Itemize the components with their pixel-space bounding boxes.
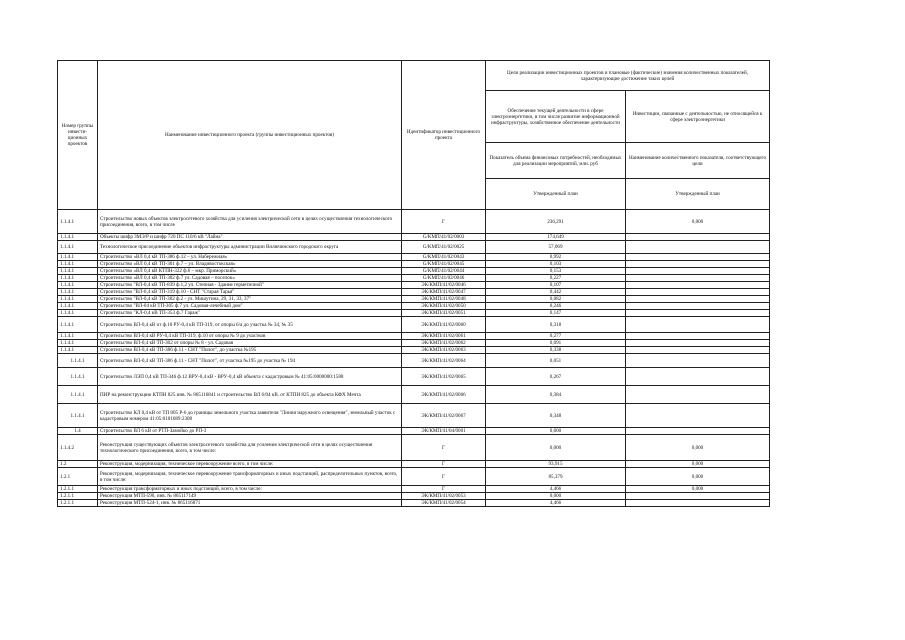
row-value-plan-2: 0,000	[626, 461, 770, 468]
row-project-id: ЭК/КМП/41/02/0065	[402, 368, 486, 386]
row-value-plan-2	[626, 310, 770, 317]
row-project-id: ЭК/КМП/41/02/0066	[402, 386, 486, 404]
row-project-name: Строительство "ВЛ-04 кВ ТП-305 ф.7 ул. Садовая-лечебный дом"	[98, 303, 402, 310]
row-project-id: G/KMП/41/02/0044	[402, 268, 486, 275]
row-value-plan-1: 85,379	[486, 468, 626, 486]
table-body	[58, 210, 770, 507]
row-project-name: Строительство "ВЛ-0,4 кВ ТП-839 ф.1,2 ул. Степная - Здание герметичной"	[98, 282, 402, 289]
row-project-id: Г	[402, 210, 486, 234]
row-project-name: Реконструкция существующих объектов электросетевого хозяйства для усиления электрической сети в целях осуществления технологического присоединения, всего, в том числе:	[98, 435, 402, 461]
header-project-id: Идентификатор инвестиционного проекта	[402, 61, 486, 210]
row-number: 1.1.4.1	[58, 268, 98, 275]
row-value-plan-1: 0,153	[486, 268, 626, 275]
row-project-id: ЭК/КМП/41/02/0051	[402, 310, 486, 317]
table-row	[58, 310, 770, 317]
row-value-plan-2: 0,000	[626, 468, 770, 486]
row-value-plan-2	[626, 275, 770, 282]
header-indicator-quantity: Наименование количественного показателя, соответствующего цели	[626, 143, 770, 179]
row-value-plan-2	[626, 386, 770, 404]
row-project-id: ЭК/КМП/41/02/0054	[402, 500, 486, 507]
table-row	[58, 268, 770, 275]
row-project-name: Объекты шифр 3МЭ/Р и шифр 720 ПС 110/6 кВ "Лайна"	[98, 234, 402, 241]
row-project-id: Г	[402, 435, 486, 461]
row-number: 1.1.4.1	[58, 241, 98, 254]
row-number: 1.1.4.1	[58, 254, 98, 261]
row-project-name: Строительство "ВЛ-0,4 кВ ТП-302 ф.2 - ул. Мишутина, 29, 31, 33, 37"	[98, 296, 402, 303]
row-number: 1.1.4.1	[58, 354, 98, 368]
row-project-id: Г	[402, 461, 486, 468]
row-project-id: ЭК/КМП/41/02/0048	[402, 296, 486, 303]
row-value-plan-1: 0,267	[486, 368, 626, 386]
row-value-plan-1: 0,318	[486, 317, 626, 333]
table-row	[58, 461, 770, 468]
row-number: 1.2.1	[58, 468, 98, 486]
row-project-name: ПИР на реконструкцию КТПН 825 инв. № 865116841 и строительство ВЛ 6/04 кВ. от КТПН 825 до объекта КФХ Мечта	[98, 386, 402, 404]
row-number: 1.1.4.1	[58, 234, 98, 241]
header-approved-plan-1: Утвержденный план	[486, 179, 626, 210]
table-row	[58, 428, 770, 435]
table-row	[58, 282, 770, 289]
row-value-plan-2	[626, 241, 770, 254]
row-project-name: Строительство «ВЛ 0,4 кВ ТП-302 ф.7 ул. Садовая – поселок»	[98, 275, 402, 282]
row-value-plan-2	[626, 317, 770, 333]
row-value-plan-2	[626, 268, 770, 275]
row-project-name: Строительство ВЛ-0,4 кВ РУ-0,4 кВ ТП-319, ф.10 от опоры № 9 до участков	[98, 333, 402, 340]
row-number: 1.1.4.1	[58, 282, 98, 289]
row-value-plan-2	[626, 500, 770, 507]
row-project-name: Строительство ВЛ-0,4 кВ ТП-386 ф.11 - СНТ "Пилот", от участка №195 до участка № 194	[98, 354, 402, 368]
row-number: 1.2.1.1	[58, 493, 98, 500]
row-project-id: ЭК/КМП/41/02/0053	[402, 493, 486, 500]
row-project-id: ЭК/КМП/41/04/0001	[402, 428, 486, 435]
row-value-plan-1: 0,091	[486, 340, 626, 347]
header-group-number: Номер группы инвести-ционных проектов	[58, 61, 98, 210]
row-project-name: Строительство ВЛ-0,4 кВ ТП-386 ф.11 - СНТ "Пилот", до участка №195	[98, 347, 402, 354]
row-value-plan-2	[626, 493, 770, 500]
row-project-id: ЭК/КМП/41/02/0060	[402, 317, 486, 333]
row-value-plan-2	[626, 404, 770, 428]
row-number: 1.1.4.1	[58, 347, 98, 354]
header-goals: Цели реализации инвестиционных проектов и плановые (фактические) значения количественных показателей, характеризующие достижение таких целей	[486, 61, 770, 91]
row-value-plan-1: 0,000	[486, 435, 626, 461]
row-project-name: Строительство ВЛ 6 кВ от РТП-Замойко до РП-3	[98, 428, 402, 435]
row-number: 1.2.1.1	[58, 486, 98, 493]
table-row	[58, 261, 770, 268]
row-value-plan-2	[626, 368, 770, 386]
table-row	[58, 404, 770, 428]
row-project-id: ЭК/КМП/41/02/0062	[402, 340, 486, 347]
row-project-id: Г	[402, 468, 486, 486]
row-project-name: Строительство "КЛ-0,4 кВ ТП-353 ф.7 Гараж"	[98, 310, 402, 317]
row-project-name: Реконструкция, модернизация, техническое перевооружение всего, в том числе:	[98, 461, 402, 468]
row-value-plan-1: 174,649	[486, 234, 626, 241]
row-value-plan-1: 0,277	[486, 333, 626, 340]
row-project-name: Строительство ВЛ-0,4 кВ от ф.10 РУ-0,4 кВ ТП-319, от опоры 6/а до участка № 34, № 35	[98, 317, 402, 333]
table-row	[58, 435, 770, 461]
row-project-name: Строительство «ВЛ 0,4 кВ ТП-301 ф.7 – ул. Владивостокская»	[98, 261, 402, 268]
row-number: 1.1.4.1	[58, 275, 98, 282]
row-project-id: G/KMП/41/02/0046	[402, 275, 486, 282]
row-project-name: Строительство ЛЭП 0,4 кВ ТП-346 ф.12 ВРУ-0,4 кВ - ВРУ-0,4 кВ объекта с кадастровым № 41:05:0000000:1588	[98, 368, 402, 386]
row-project-id: ЭК/КМП/41/02/0067	[402, 404, 486, 428]
row-value-plan-1: 0,000	[486, 428, 626, 435]
row-value-plan-1: 4,466	[486, 486, 626, 493]
row-value-plan-2	[626, 333, 770, 340]
row-number: 1.1.4.1	[58, 261, 98, 268]
table-row	[58, 296, 770, 303]
row-value-plan-1: 0,338	[486, 347, 626, 354]
row-project-id: ЭК/КМП/41/02/0063	[402, 347, 486, 354]
row-value-plan-2: 0,000	[626, 486, 770, 493]
row-project-id: G/KMП/41/02/0043	[402, 254, 486, 261]
row-value-plan-2	[626, 296, 770, 303]
row-number: 1.1.4.1	[58, 404, 98, 428]
header-approved-plan-2: Утвержденный план	[626, 179, 770, 210]
row-number: 1.1.4.1	[58, 333, 98, 340]
row-value-plan-1: 236,291	[486, 210, 626, 234]
table-row	[58, 354, 770, 368]
row-number: 1.1.4.1	[58, 289, 98, 296]
table-row	[58, 386, 770, 404]
row-project-name: Строительство ВЛ-0,4 кВ ТП-302 от опоры № 8 - ул. Садовая	[98, 340, 402, 347]
row-value-plan-1: 0,246	[486, 303, 626, 310]
row-number: 1.1.4.1	[58, 386, 98, 404]
row-value-plan-2	[626, 282, 770, 289]
table-row	[58, 340, 770, 347]
row-value-plan-1: 0,082	[486, 296, 626, 303]
table-row	[58, 368, 770, 386]
row-value-plan-1: 0,051	[486, 354, 626, 368]
row-value-plan-1: 0,442	[486, 289, 626, 296]
table-row	[58, 333, 770, 340]
row-value-plan-2	[626, 303, 770, 310]
row-value-plan-1: 0,107	[486, 282, 626, 289]
table-row	[58, 254, 770, 261]
table-row	[58, 303, 770, 310]
row-value-plan-2	[626, 347, 770, 354]
table-row	[58, 234, 770, 241]
row-value-plan-2	[626, 234, 770, 241]
row-project-name: Реконструкция МТП-524-1, инв. № 865116871	[98, 500, 402, 507]
header-goal-energy: Обеспечение текущей деятельности в сфере электроэнергетики, в том числе развитие информационной инфраструктуры, хозяйственное обеспечение деятельности	[486, 91, 626, 143]
row-project-id: ЭК/КМП/41/02/0050	[402, 303, 486, 310]
row-project-id: G/KMП/41/02/0003	[402, 234, 486, 241]
row-value-plan-1: 0,384	[486, 386, 626, 404]
row-value-plan-2	[626, 340, 770, 347]
row-value-plan-1: 57,069	[486, 241, 626, 254]
row-number: 1.1.4.1	[58, 210, 98, 234]
row-value-plan-2: 0,000	[626, 210, 770, 234]
row-project-id: ЭК/КМП/41/02/0046	[402, 282, 486, 289]
row-value-plan-1: 4,466	[486, 500, 626, 507]
row-value-plan-1: 0,348	[486, 404, 626, 428]
row-project-id: Г	[402, 486, 486, 493]
row-value-plan-1: 0,227	[486, 275, 626, 282]
row-value-plan-1: 0,992	[486, 254, 626, 261]
table-row	[58, 241, 770, 254]
row-value-plan-2	[626, 261, 770, 268]
row-number: 1.1.4.1	[58, 296, 98, 303]
row-project-name: Строительство «ВЛ 0,4 кВ КТПН-322 ф.6 – мкр. Приморский»	[98, 268, 402, 275]
row-number: 1.4	[58, 428, 98, 435]
row-number: 1.2.1.1	[58, 500, 98, 507]
table-row	[58, 347, 770, 354]
row-project-name: Реконструкция МТП-590, инв. № 865117149	[98, 493, 402, 500]
row-project-id: ЭК/КМП/41/02/0047	[402, 289, 486, 296]
row-number: 1.1.4.2	[58, 435, 98, 461]
row-project-name: Строительство "ВЛ-0,4 кВ ТП-319 ф.10 - СНТ "Старая Тарья"	[98, 289, 402, 296]
row-project-name: Реконструкция трансформаторных и иных подстанций, всего, в том числе:	[98, 486, 402, 493]
table-row	[58, 317, 770, 333]
row-value-plan-2	[626, 428, 770, 435]
table-row	[58, 500, 770, 507]
table-row	[58, 468, 770, 486]
row-value-plan-2	[626, 289, 770, 296]
row-number: 1.1.4.1	[58, 310, 98, 317]
row-number: 1.1.4.1	[58, 368, 98, 386]
header-project-name: Наименование инвестиционного проекта (группы инвестиционных проектов)	[98, 61, 402, 210]
row-project-name: Технологическое присоединение объектов инфраструктуры администрации Вилючинского городского округа	[98, 241, 402, 254]
row-project-id: G/KMП/41/02/0045	[402, 261, 486, 268]
row-value-plan-1: 0,147	[486, 310, 626, 317]
row-project-name: Строительство «ВЛ 0,4 кВ ТП-386 ф.12 – ул. Набережная»	[98, 254, 402, 261]
row-value-plan-2	[626, 254, 770, 261]
table-row	[58, 275, 770, 282]
row-value-plan-1: 0,103	[486, 261, 626, 268]
row-project-name: Строительство новых объектов электросетевого хозяйства для усиления электрической сети в целях осуществления технологического присоединения, всего, в том числе	[98, 210, 402, 234]
row-value-plan-1: 0,000	[486, 493, 626, 500]
row-value-plan-2	[626, 354, 770, 368]
header-goal-other: Инвестиции, связанные с деятельностью, не относящейся к сфере электроэнергетики	[626, 91, 770, 143]
row-project-name: Строительство КЛ 0,4 кВ от ТП 805 Р-6 до границы земельного участка заявителя "Линии наружного освещения", земельный участок с кадастровым номером 41:05:0101089:2308	[98, 404, 402, 428]
row-number: 1.2	[58, 461, 98, 468]
row-project-id: ЭК/КМП/41/02/0064	[402, 354, 486, 368]
row-value-plan-1: 93,915	[486, 461, 626, 468]
row-project-name: Реконструкция, модернизация, техническое перевооружение трансформаторных и иных подстанций, распределительных пунктов, всего, в том числе:	[98, 468, 402, 486]
row-number: 1.1.4.1	[58, 303, 98, 310]
header-indicator-finance: Показатель объема финансовых потребностей, необходимых для реализации мероприятий, млн. руб	[486, 143, 626, 179]
row-number: 1.1.4.1	[58, 317, 98, 333]
table-row	[58, 493, 770, 500]
investment-projects-table	[57, 60, 770, 507]
row-project-id: G/KMП/41/02/0025	[402, 241, 486, 254]
table-row	[58, 486, 770, 493]
table-row	[58, 210, 770, 234]
table-row	[58, 289, 770, 296]
row-project-id: ЭК/КМП/41/02/0061	[402, 333, 486, 340]
row-number: 1.1.4.1	[58, 340, 98, 347]
row-value-plan-2: 0,000	[626, 435, 770, 461]
